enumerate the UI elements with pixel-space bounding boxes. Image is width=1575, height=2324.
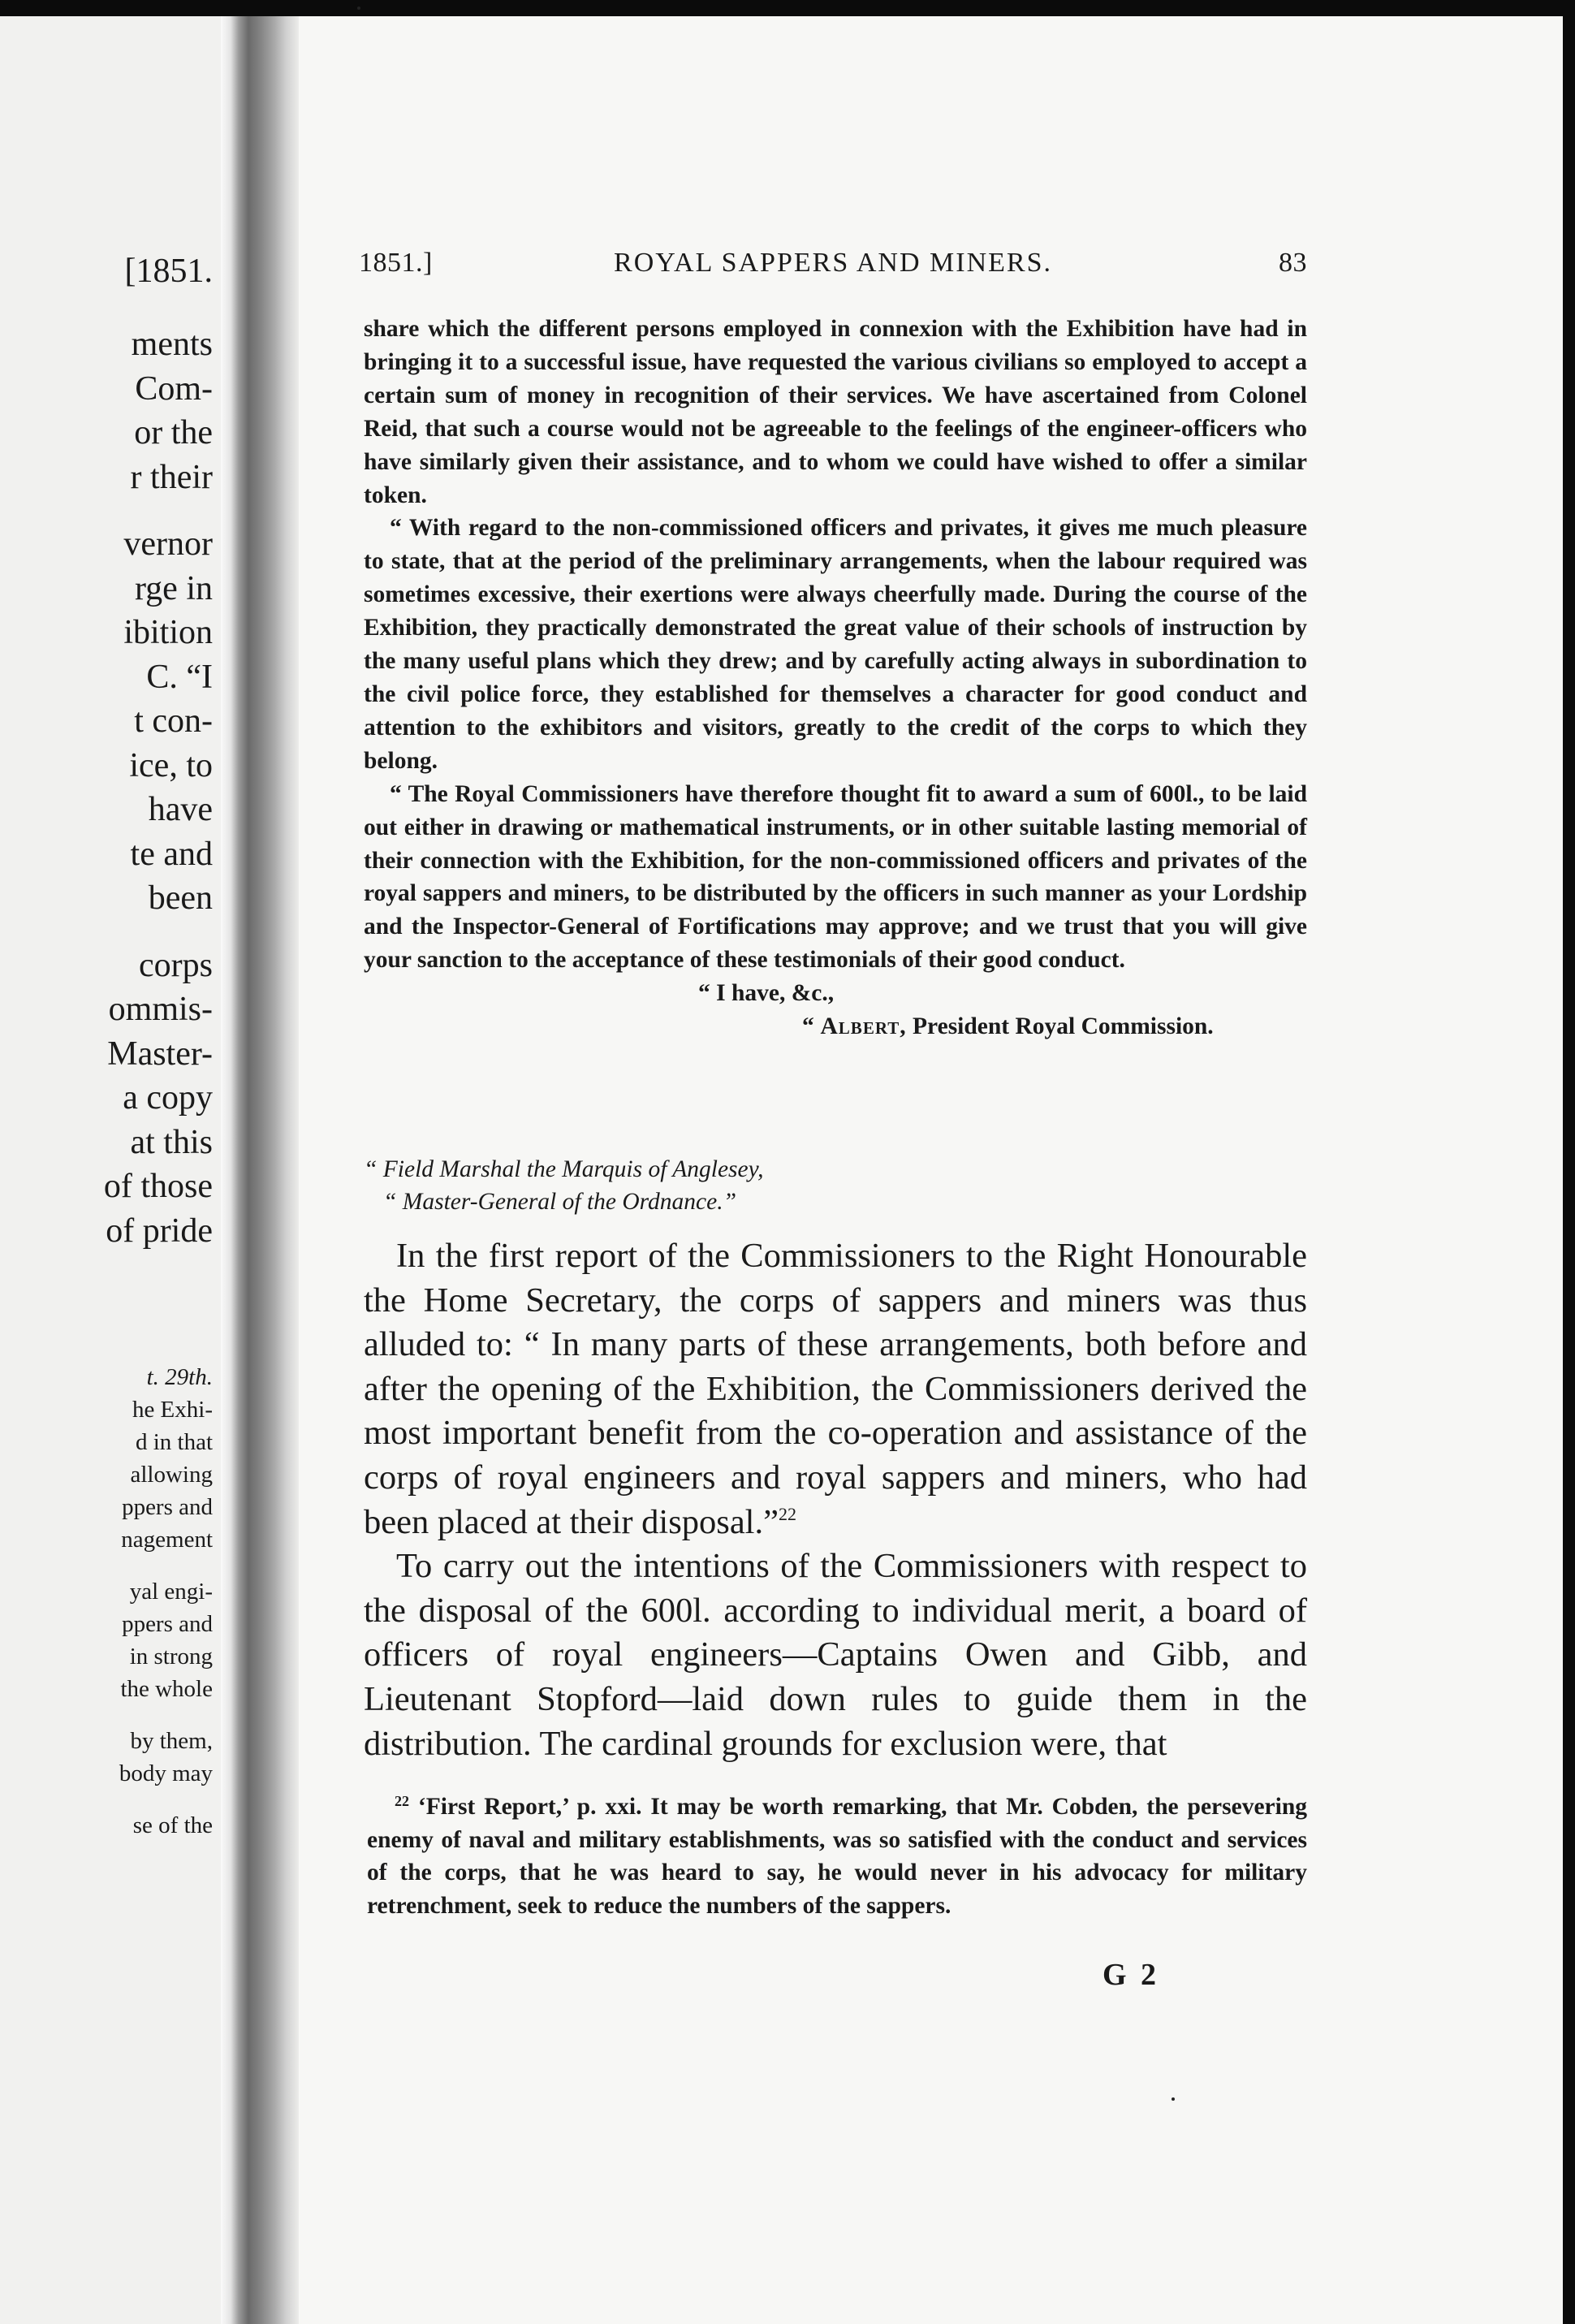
scan-top-border — [0, 0, 1575, 16]
left-page-line: have — [148, 791, 213, 828]
body-paragraph-1-text: In the first report of the Commissioners to the Right Honourable the Home Secretary, the corps of sappers and miners was thus alluded to: “ In many parts of these arrangements, both before and after the opening of the Exhibition, the Commissioners derived the most important benefit from the co-operation and assistance of the corps of royal engineers and royal sappers and miners, who had been placed at their disposal.” — [364, 1237, 1307, 1541]
left-page-footnote-line: in strong — [129, 1644, 213, 1670]
body-paragraph-2: To carry out the intentions of the Commissioners with respect to the disposal of the 600l. according to individual merit, a board of officers of royal engineers—Captains Owen and Gibb, and Lieutenant Stopford—laid down rules to guide them in the distribution. The cardinal grounds for exclusion were, that — [364, 1547, 1307, 1763]
left-page-footnote-line: by them, — [130, 1728, 213, 1754]
left-page-line: been — [148, 879, 213, 917]
left-page-footnote-line: se of the — [132, 1812, 213, 1838]
left-page-line: a copy — [123, 1079, 213, 1117]
letter-addressee — [364, 1153, 1094, 1218]
left-page-line: ice, to — [129, 746, 213, 784]
left-page-line: t con- — [134, 702, 213, 740]
signature-mark: G 2 — [1102, 1958, 1160, 1992]
signer-title: President Royal Commission. — [913, 1013, 1214, 1040]
left-page-footnote-line: ppers and — [122, 1611, 213, 1637]
scan-speck — [357, 6, 360, 10]
left-page-footnote-line: he Exhi- — [132, 1397, 213, 1423]
left-page-footnote-line: nagement — [121, 1527, 213, 1553]
left-page-line: rge in — [134, 569, 213, 607]
left-page-footnote-line: ppers and — [122, 1494, 213, 1520]
left-page-line: C. “I — [146, 658, 213, 696]
left-page-line: corps — [139, 946, 213, 984]
left-page-line: vernor — [123, 525, 213, 563]
left-page-line: ibition — [123, 614, 213, 651]
left-page-line: te and — [130, 835, 213, 873]
footnote-text: ‘First Report,’ p. xxi. It may be worth remarking, that Mr. Cobden, the persevering enemy of naval and military establishments, was so satisfied with the conduct and services of the corps, that he was heard to say, he would never in his advocacy for military retrenchment, seek to reduce the numbers of the sappers. — [367, 1794, 1307, 1919]
addressee-line-2: “ Master-General of the Ordnance.” — [383, 1189, 737, 1215]
footnote — [367, 1791, 1307, 1922]
letter-closing: “ I have, &c., — [698, 980, 835, 1007]
body-paragraph-1 — [364, 1234, 1307, 1544]
footnote-number: 22 — [395, 1793, 409, 1809]
body-text — [364, 1234, 1307, 1766]
left-page-line: ments — [131, 326, 213, 363]
letter-paragraph-2: “ With regard to the non-commissioned officers and privates, it gives me much pleasure to state, that at the period of the preliminary arrangements, when the labour required was sometimes excessive, their exertions were always cheerfully made. During the course of the Exhibition, they practically demonstrated the great value of their schools of instruction by the many useful plans which they drew; and by carefully acting always in subordination to the civil police force, they established for themselves a character for good conduct and attention to the exhibitors and visitors, greatly to the credit of the corps to which they belong. — [364, 515, 1307, 774]
page-number: 83 — [1279, 248, 1307, 278]
running-header — [359, 248, 1307, 288]
header-year: 1851.] — [359, 248, 433, 278]
left-page-line: of those — [103, 1168, 213, 1205]
book-gutter — [221, 16, 299, 2324]
facing-page-left — [0, 16, 221, 2324]
left-page-line: Com- — [135, 369, 213, 408]
left-page-line: Master- — [107, 1035, 213, 1073]
quoted-letter — [364, 313, 1307, 1043]
left-page-footnote-line: t. 29th. — [146, 1364, 213, 1390]
letter-paragraph-1: share which the different persons employed in connexion with the Exhibition have had in bringing it to a successful issue, have requested the various civilians so employed to accept a certain sum of money in recognition of their services. We have ascertained from Colonel Reid, that such a course would not be agreeable to the feelings of the engineer-officers who have similarly given their assistance, and to whom we could have wished to offer a similar token. — [364, 316, 1307, 508]
left-page-header: [1851. — [124, 253, 213, 290]
left-page-line: ommis- — [108, 991, 213, 1028]
signer-name: “ Albert, — [802, 1013, 907, 1040]
letter-signature — [364, 1010, 1307, 1043]
header-title: ROYAL SAPPERS AND MINERS. — [614, 248, 1052, 278]
addressee-line-1: “ Field Marshal the Marquis of Anglesey, — [364, 1156, 764, 1182]
letter-paragraph-3: “ The Royal Commissioners have therefore thought fit to award a sum of 600l., to be laid out either in drawing or mathematical instruments, or in other suitable lasting memorial of their connection with the Exhibition, for the non-commissioned officers and privates of the royal sappers and miners, to be distributed by the officers in such manner as your Lordship and the Inspector-General of Fortifications may approve; and we trust that you will give your sanction to the acceptance of these testimonials of their good conduct. — [364, 780, 1307, 974]
left-page-footnote-line: body may — [119, 1760, 213, 1786]
left-page-footnote-line: allowing — [130, 1462, 213, 1488]
left-page-footnote-line: d in that — [135, 1429, 213, 1455]
left-page-footnote-line: the whole — [120, 1676, 213, 1702]
left-page-line: at this — [130, 1123, 213, 1161]
scan-right-border — [1563, 0, 1575, 2324]
left-page-line: of pride — [106, 1212, 213, 1250]
left-page-line: or the — [134, 414, 213, 451]
left-page-line: r their — [130, 458, 213, 496]
scan-speck — [1172, 2097, 1175, 2101]
footnote-reference: 22 — [778, 1503, 796, 1524]
left-page-footnote-line: yal engi- — [129, 1579, 213, 1605]
